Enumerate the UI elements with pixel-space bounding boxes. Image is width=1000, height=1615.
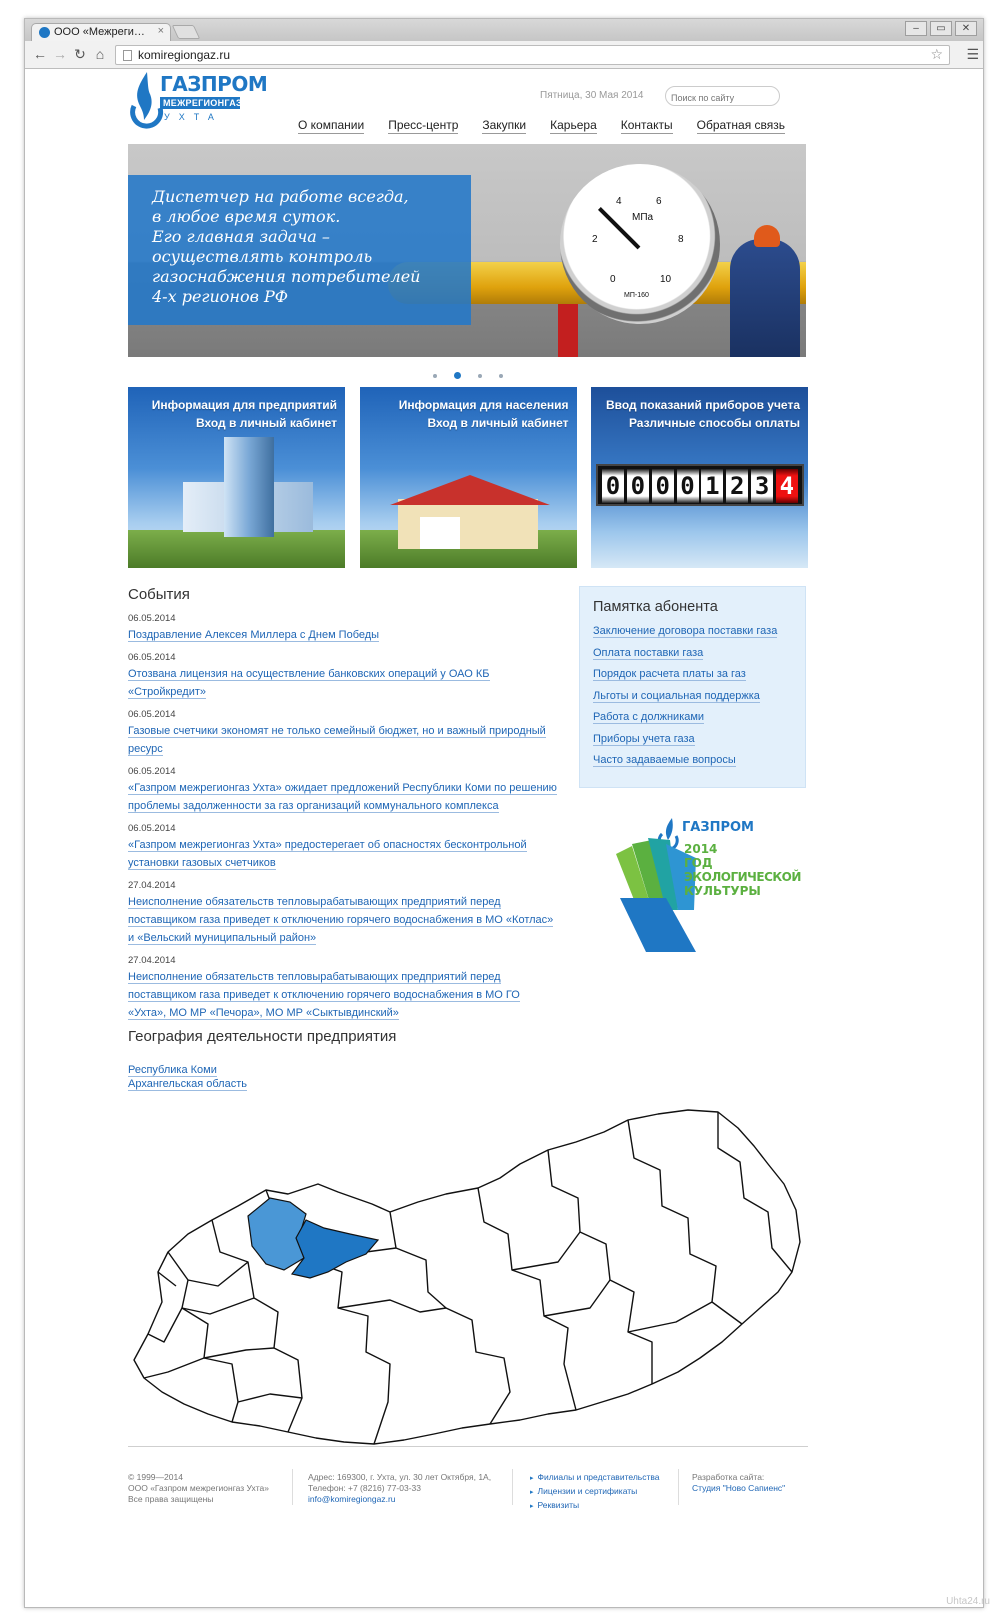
- events-list: [128, 613, 558, 1021]
- slider-dot[interactable]: [433, 374, 437, 378]
- service-tiles: [128, 387, 808, 568]
- page-content: [128, 52, 808, 1091]
- event-item: [128, 709, 558, 757]
- tab-strip: [25, 19, 983, 41]
- event-item: [128, 652, 558, 700]
- region-link-komi[interactable]: [128, 1063, 808, 1077]
- tile-subtitle: Вход в личный кабинет: [427, 416, 569, 430]
- geography-section: [128, 1028, 808, 1091]
- favicon-icon: [39, 27, 50, 38]
- forward-icon[interactable]: →: [53, 46, 67, 62]
- tile-title: Ввод показаний приборов учета: [605, 398, 800, 412]
- slider-dot[interactable]: [499, 374, 503, 378]
- map-outline: [134, 1110, 800, 1444]
- gauge-unit: МПа: [632, 212, 654, 223]
- caption-line: газоснабжения потребителей: [152, 267, 421, 286]
- caption-line: осуществлять контроль: [152, 247, 373, 266]
- region-link-arkhangelsk[interactable]: [128, 1077, 808, 1091]
- event-date: 06.05.2014: [128, 709, 176, 720]
- caption-line: в любое время суток.: [152, 207, 341, 226]
- gauge-tick: 8: [678, 234, 684, 245]
- tile-meter-readings[interactable]: [591, 387, 808, 568]
- region-link-text: Республика Коми: [128, 1064, 217, 1076]
- gauge-tick: 0: [610, 274, 616, 285]
- counter-digit: 0: [627, 469, 649, 503]
- close-window-icon[interactable]: ✕: [955, 21, 977, 36]
- eco-year-banner[interactable]: [612, 814, 801, 954]
- bullet-icon: ▸: [530, 1503, 534, 1510]
- nav-about[interactable]: О компании: [298, 118, 365, 132]
- menu-icon[interactable]: ☰: [966, 46, 979, 62]
- footer-dev-label: Разработка сайта:: [692, 1472, 765, 1482]
- memo-link-text: Оплата поставки газа: [593, 646, 704, 659]
- tile-title: Информация для населения: [398, 398, 569, 412]
- tile-text: [399, 396, 569, 432]
- footer-link-branches[interactable]: Филиалы и представительства: [537, 1472, 660, 1482]
- content-columns: [128, 586, 808, 1026]
- nav-purchases[interactable]: Закупки: [482, 118, 527, 132]
- new-tab-button[interactable]: [172, 25, 201, 39]
- garage-image: [420, 517, 460, 549]
- footer-copyright: [128, 1472, 269, 1505]
- main-nav: [298, 118, 785, 134]
- footer-phone: Телефон: +7 (8216) 77-03-33: [308, 1483, 421, 1493]
- tile-subtitle: Вход в личный кабинет: [196, 416, 337, 430]
- logo-city: УХТА: [164, 112, 223, 122]
- nav-contacts[interactable]: Контакты: [620, 118, 673, 132]
- footer-divider: [512, 1469, 513, 1505]
- event-date: 27.04.2014: [128, 955, 176, 966]
- event-item: [128, 823, 558, 871]
- memo-link-text: Приборы учета газа: [593, 732, 695, 745]
- region-link-text: Архангельская область: [128, 1078, 247, 1090]
- caption-line: 4-х регионов РФ: [152, 287, 289, 306]
- geo-title: География деятельности предприятия: [128, 1028, 397, 1045]
- tile-title: Информация для предприятий: [151, 398, 337, 412]
- footer-divider: [292, 1469, 293, 1505]
- footer-copy-line: © 1999—2014: [128, 1472, 183, 1482]
- events-title: События: [128, 586, 190, 603]
- flame-icon: [130, 70, 164, 130]
- hero-slider[interactable]: [128, 144, 806, 357]
- tile-population[interactable]: [360, 387, 577, 568]
- slider-dot[interactable]: [454, 372, 461, 379]
- current-date: Пятница, 30 Мая 2014: [540, 90, 644, 101]
- url-text: komiregiongaz.ru: [138, 48, 231, 62]
- eco-line1: ГОД: [684, 856, 713, 870]
- pressure-gauge-image: [560, 164, 720, 324]
- memo-link[interactable]: [593, 621, 792, 643]
- event-date: 06.05.2014: [128, 766, 176, 777]
- memo-link-text: Порядок расчета платы за газ: [593, 668, 746, 680]
- memo-title: Памятка абонента: [593, 599, 718, 615]
- counter-digit: 0: [602, 469, 624, 503]
- meter-counter-image: [596, 464, 804, 506]
- browser-tab[interactable]: [31, 23, 171, 41]
- site-logo[interactable]: [130, 70, 268, 134]
- site-header: [128, 52, 808, 144]
- gauge-tick: 2: [592, 234, 598, 245]
- counter-digit: 0: [652, 469, 674, 503]
- russia-map[interactable]: [128, 1102, 808, 1462]
- event-date: 06.05.2014: [128, 613, 176, 624]
- bullet-icon: ▸: [530, 1489, 534, 1496]
- memo-link[interactable]: [593, 729, 792, 751]
- footer-links: [530, 1472, 660, 1512]
- gauge-tick: 10: [660, 274, 672, 285]
- memo-links: [593, 621, 792, 772]
- tile-enterprises[interactable]: [128, 387, 345, 568]
- counter-digit: 0: [677, 469, 699, 503]
- search-input[interactable]: [665, 86, 780, 106]
- memo-link[interactable]: [593, 707, 792, 729]
- star-icon[interactable]: ☆: [930, 46, 943, 62]
- counter-digit: 2: [726, 469, 748, 503]
- region-links: [128, 1063, 808, 1091]
- slide-caption: [128, 175, 471, 325]
- footer-dev-link[interactable]: Студия "Ново Сапиенс": [692, 1483, 786, 1493]
- maximize-icon[interactable]: ▭: [930, 21, 952, 36]
- event-link[interactable]: «Газпром межрегионгаз Ухта» предостерегает об опасностях бесконтрольной установки газовых счетчиков: [128, 839, 527, 869]
- event-item: [128, 766, 558, 814]
- tile-subtitle: Различные способы оплаты: [628, 416, 800, 430]
- counter-digit: 1: [701, 469, 723, 503]
- bullet-icon: ▸: [530, 1475, 534, 1482]
- memo-link-text: Льготы и социальная поддержка: [593, 689, 760, 702]
- event-link[interactable]: Поздравление Алексея Миллера с Днем Победы: [128, 629, 380, 641]
- eco-brand: ГАЗПРОМ: [682, 820, 754, 835]
- event-link[interactable]: Газовые счетчики экономят не только семейный бюджет, но и важный природный ресурс: [128, 725, 546, 755]
- memo-link-text: Заключение договора поставки газа: [593, 625, 778, 637]
- footer-email-link[interactable]: info@komiregiongaz.ru: [308, 1494, 396, 1504]
- watermark: Uhta24.ru: [946, 1596, 990, 1607]
- subscriber-memo: [579, 586, 806, 788]
- tile-text: [152, 396, 337, 432]
- events-section: [128, 586, 558, 1030]
- event-item: [128, 880, 558, 946]
- footer-copy-line: ООО «Газпром межрегионгаз Ухта»: [128, 1483, 269, 1493]
- event-date: 06.05.2014: [128, 652, 176, 663]
- site-footer: [128, 1446, 808, 1526]
- helmet-image: [754, 225, 780, 247]
- tab-title: ООО «Межреги…: [54, 26, 145, 38]
- gauge-tick: 4: [616, 196, 622, 207]
- footer-copy-line: Все права защищены: [128, 1494, 214, 1504]
- memo-link-text: Работа с должниками: [593, 711, 705, 723]
- slider-pagination: [128, 371, 808, 381]
- event-link[interactable]: Отозвана лицензия на осуществление банковских операций у ОАО КБ «Стройкредит»: [128, 668, 490, 698]
- back-icon[interactable]: ←: [33, 46, 47, 62]
- footer-link-requisites[interactable]: Реквизиты: [537, 1500, 580, 1510]
- footer-developer: [692, 1472, 785, 1494]
- caption-line: Диспетчер на работе всегда,: [152, 187, 409, 206]
- gauge-model: МП-160: [624, 292, 649, 299]
- minimize-icon[interactable]: –: [905, 21, 927, 36]
- window-controls: [905, 21, 977, 36]
- eco-line2: ЭКОЛОГИЧЕСКОЙ: [684, 870, 801, 884]
- counter-digit: 4: [776, 469, 798, 503]
- logo-subtitle: МЕЖРЕГИОНГАЗ: [160, 97, 240, 109]
- memo-link[interactable]: [593, 664, 792, 686]
- memo-link-text: Часто задаваемые вопросы: [593, 754, 736, 766]
- tile-text: [606, 396, 800, 432]
- event-item: [128, 613, 558, 643]
- house-image: [398, 499, 538, 549]
- tower-image: [224, 437, 274, 537]
- nav-feedback[interactable]: Обратная связь: [696, 118, 786, 132]
- gauge-tick: 6: [656, 196, 662, 207]
- nav-press[interactable]: Пресс-центр: [388, 118, 459, 132]
- eco-line3: КУЛЬТУРЫ: [684, 884, 761, 898]
- tab-close-icon[interactable]: ×: [157, 25, 164, 37]
- logo-brand: ГАЗПРОМ: [160, 72, 268, 96]
- footer-divider: [678, 1469, 679, 1505]
- memo-link[interactable]: [593, 750, 792, 772]
- event-item: [128, 955, 558, 1021]
- counter-digit: 3: [751, 469, 773, 503]
- eco-year: 2014: [684, 842, 718, 856]
- nav-career[interactable]: Карьера: [550, 118, 597, 132]
- valve-image: [558, 304, 578, 357]
- event-date: 27.04.2014: [128, 880, 176, 891]
- home-icon[interactable]: ⌂: [95, 46, 105, 62]
- footer-link-licenses[interactable]: Лицензии и сертификаты: [537, 1486, 638, 1496]
- footer-address: [308, 1472, 491, 1505]
- memo-link[interactable]: [593, 686, 792, 708]
- worker-image: [730, 239, 800, 357]
- event-link[interactable]: «Газпром межрегионгаз Ухта» ожидает предложений Республики Коми по решению проблемы задолженности за газ организаций коммунального комплекса: [128, 782, 557, 812]
- memo-link[interactable]: [593, 643, 792, 665]
- footer-address-line: Адрес: 169300, г. Ухта, ул. 30 лет Октября, 1А,: [308, 1472, 492, 1482]
- event-date: 06.05.2014: [128, 823, 176, 834]
- slider-dot[interactable]: [478, 374, 482, 378]
- roof-image: [390, 475, 550, 505]
- event-link[interactable]: Неисполнение обязательств тепловырабатывающих предприятий перед поставщиком газа приведет к отключению горячего водоснабжения в МО «Котлас» и «Вельский муниципальный район»: [128, 896, 554, 944]
- event-link[interactable]: Неисполнение обязательств тепловырабатывающих предприятий перед поставщиком газа приведет к отключению горячего водоснабжения в МО ГО «Ухта», МО МР «Печора», МО МР «Сыктывдинский»: [128, 971, 520, 1019]
- reload-icon[interactable]: ↻: [74, 46, 86, 62]
- caption-line: Его главная задача –: [152, 227, 330, 246]
